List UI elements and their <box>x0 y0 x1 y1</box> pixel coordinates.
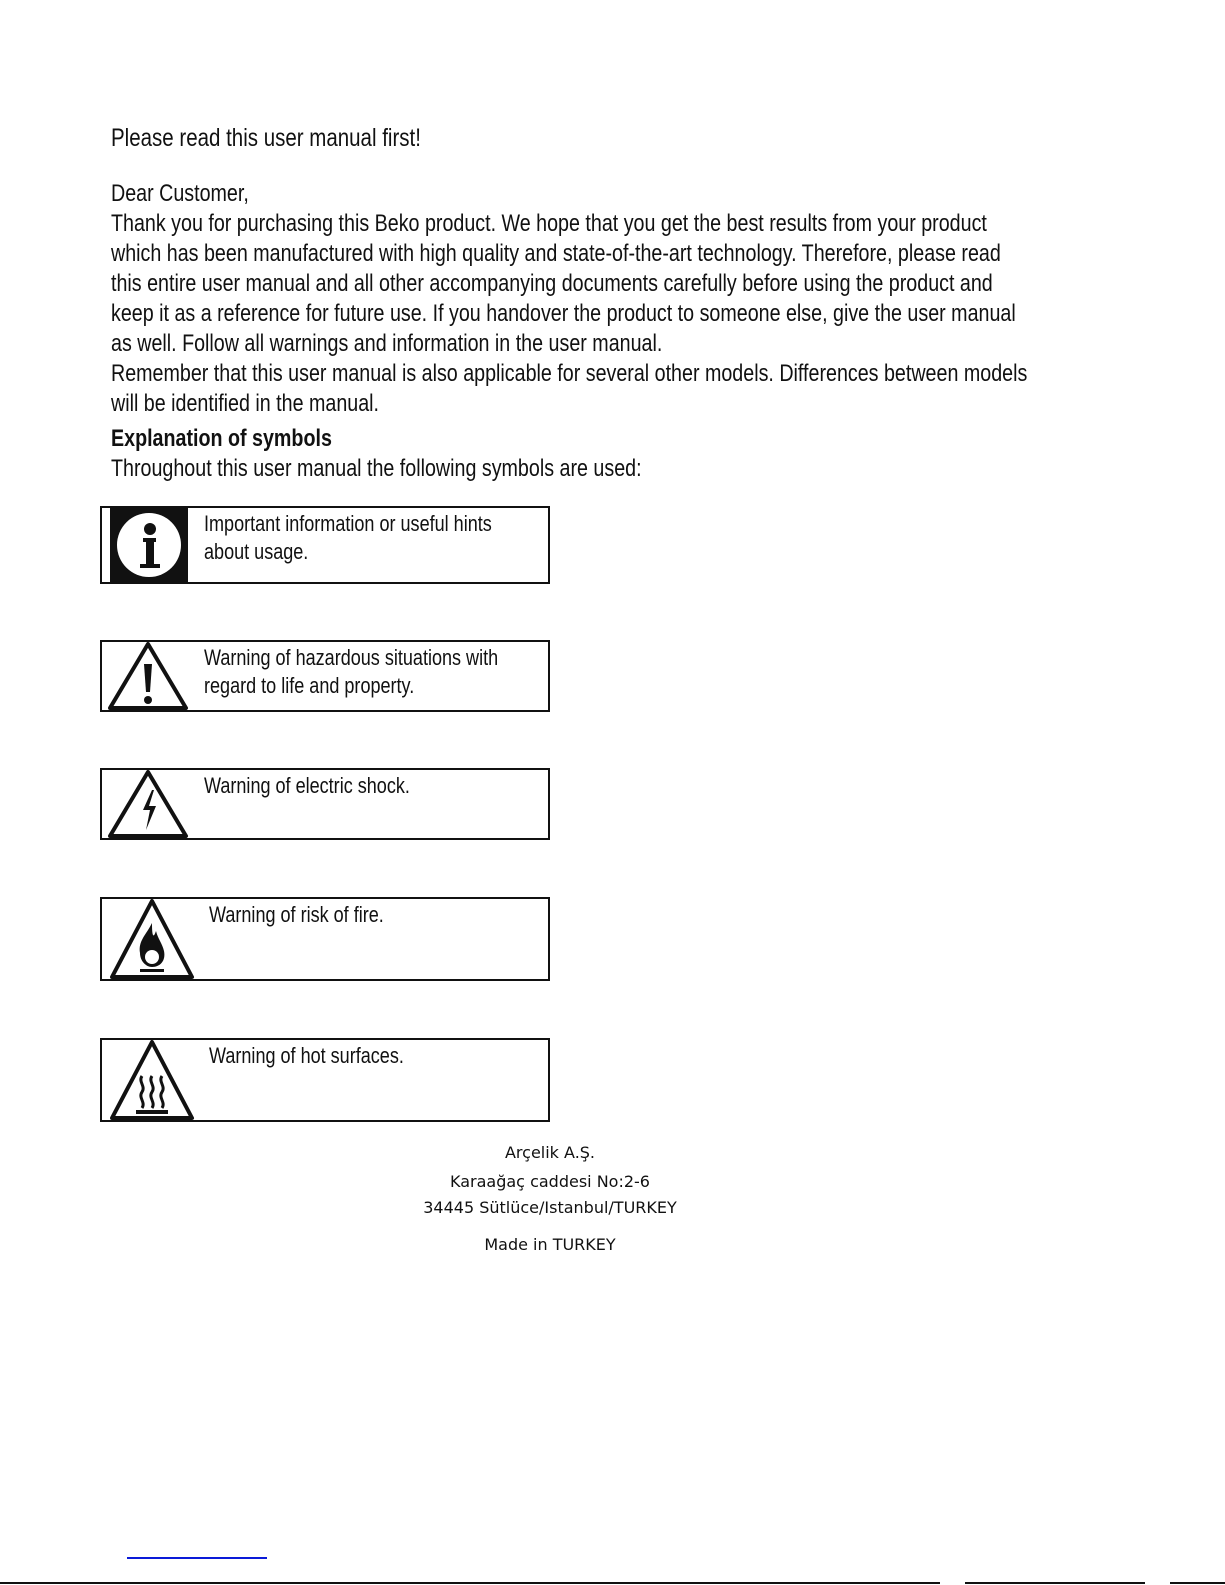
warning-icon <box>102 642 192 710</box>
symbol-info-text <box>204 510 492 566</box>
symbol-text-line: Warning of risk of fire. <box>209 902 384 927</box>
info-icon <box>102 508 188 582</box>
bottom-rule <box>0 1582 940 1584</box>
intro-line: Remember that this user manual is also applicable for several other models. Differences between models <box>111 360 1028 387</box>
symbol-text-line: Warning of electric shock. <box>204 773 410 798</box>
symbol-info-box <box>100 506 550 584</box>
symbols-heading: Explanation of symbols <box>111 425 332 452</box>
intro-line: will be identified in the manual. <box>111 390 380 417</box>
bottom-rule <box>1170 1582 1225 1584</box>
symbol-fire-text <box>209 901 384 929</box>
intro-line: Thank you for purchasing this Beko product. We hope that you get the best results from your product <box>111 210 987 237</box>
made-in: Made in TURKEY <box>484 1235 616 1254</box>
symbols-intro: Throughout this user manual the following symbols are used: <box>111 455 642 482</box>
symbol-warning-box <box>100 640 550 712</box>
symbol-electric-box <box>100 768 550 840</box>
bottom-rule <box>965 1582 1145 1584</box>
company-name: Arçelik A.Ş. <box>504 1143 596 1162</box>
symbol-electric-text <box>204 772 410 800</box>
symbol-text-line: regard to life and property. <box>204 673 415 698</box>
address-line-1: Karaağaç caddesi No:2-6 <box>450 1172 650 1191</box>
intro-line: which has been manufactured with high quality and state-of-the-art technology. Therefore, please read <box>111 240 1001 267</box>
link-underline <box>127 1557 267 1559</box>
intro-line: keep it as a reference for future use. If you handover the product to someone else, give the user manual <box>111 300 1016 327</box>
symbol-text-line: Warning of hot surfaces. <box>209 1043 404 1068</box>
symbol-hot-surface-box <box>100 1038 550 1122</box>
fire-icon <box>102 899 198 979</box>
hot-surface-icon <box>102 1040 198 1120</box>
symbol-text-line: Important information or useful hints <box>204 511 492 536</box>
symbol-warning-text <box>204 644 498 700</box>
symbol-text-line: Warning of hazardous situations with <box>204 645 499 670</box>
intro-line: as well. Follow all warnings and information in the user manual. <box>111 330 663 357</box>
symbol-text-line: about usage. <box>204 539 309 564</box>
greeting: Dear Customer, <box>111 180 249 207</box>
address-line-2: 34445 Sütlüce/Istanbul/TURKEY <box>423 1198 677 1217</box>
page-title: Please read this user manual first! <box>111 124 421 152</box>
intro-line: this entire user manual and all other accompanying documents carefully before using the product and <box>111 270 993 297</box>
symbol-fire-box <box>100 897 550 981</box>
symbol-hot-surface-text <box>209 1042 404 1070</box>
electric-shock-icon <box>102 770 192 838</box>
